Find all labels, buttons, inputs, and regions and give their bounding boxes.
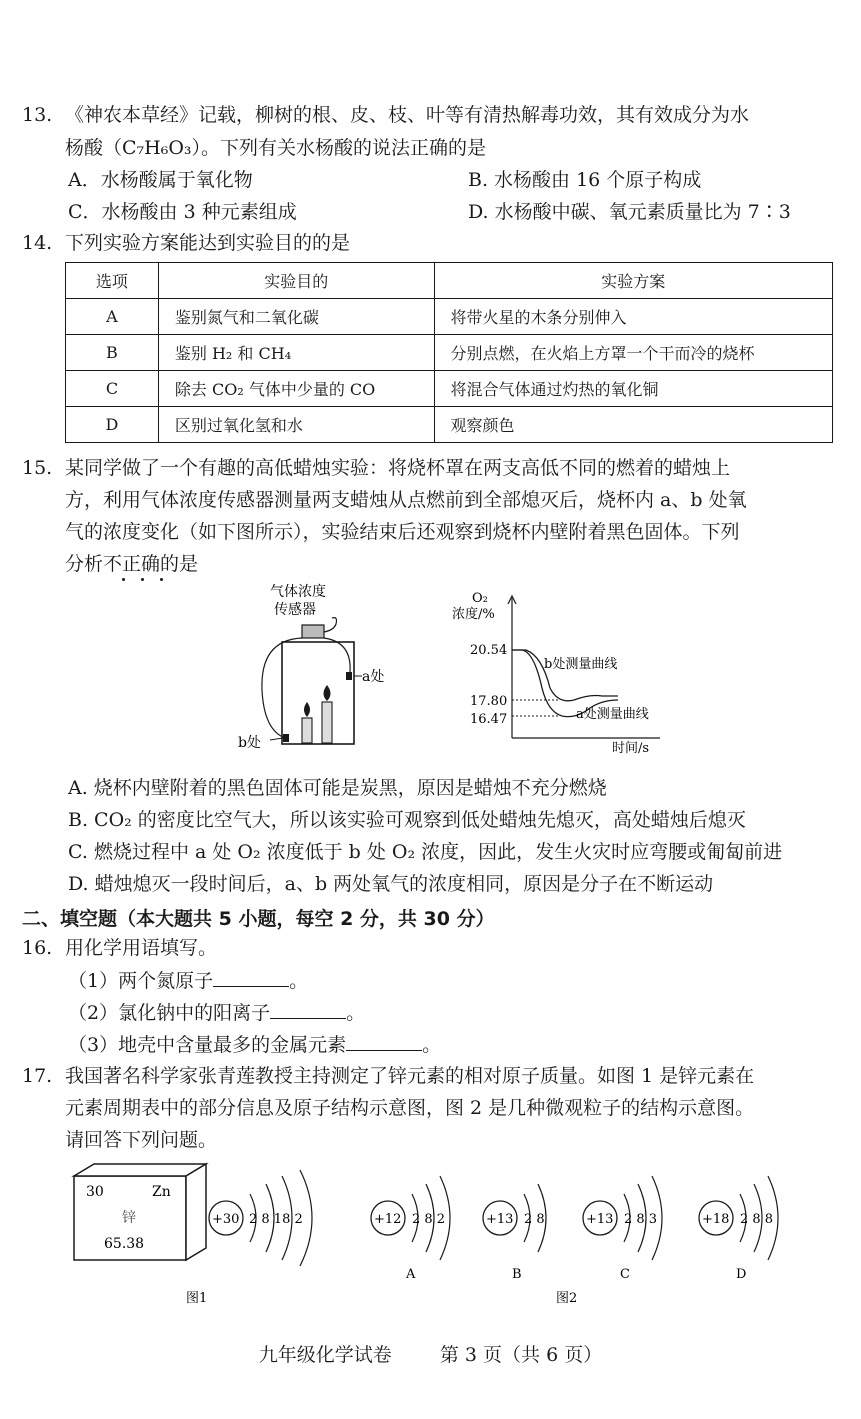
q13-number: 13. bbox=[22, 104, 53, 126]
q16-number: 16. bbox=[22, 937, 53, 959]
table-cell: D bbox=[66, 407, 159, 443]
electron-shells: 2 8 18 2 bbox=[249, 1212, 303, 1227]
footer-exam-title: 九年级化学试卷 bbox=[258, 1344, 392, 1366]
q17-stem-line1: 我国著名科学家张青莲教授主持测定了锌元素的相对原子质量。如图 1 是锌元素在 bbox=[65, 1065, 755, 1087]
candle-apparatus-figure bbox=[230, 580, 420, 755]
table-row bbox=[66, 407, 833, 443]
low-candle-flame bbox=[304, 702, 310, 717]
q16-item-1 bbox=[68, 968, 308, 993]
particle-label: D bbox=[736, 1267, 747, 1282]
table-row bbox=[66, 299, 833, 335]
q15-number: 15. bbox=[22, 457, 53, 479]
electron-shells: 2 8 2 bbox=[412, 1212, 446, 1227]
q13-option-d: D. 水杨酸中碳、氧元素质量比为 7∶3 bbox=[468, 201, 791, 223]
element-name: 锌 bbox=[122, 1210, 136, 1226]
q13-option-b: B. 水杨酸由 16 个原子构成 bbox=[468, 169, 702, 191]
q15-stem-line4: 分析不正确的是 bbox=[65, 553, 199, 575]
q15-stem-line2: 方，利用气体浓度传感器测量两支蜡烛从点燃前到全部熄灭后，烧杯内 a、b 处氧 bbox=[65, 489, 747, 511]
sensor-label-1: 气体浓度 bbox=[270, 584, 326, 600]
emphasis-dot bbox=[141, 578, 144, 581]
q17-number: 17. bbox=[22, 1065, 53, 1087]
beaker bbox=[282, 642, 354, 744]
nucleus-charge: +30 bbox=[212, 1212, 240, 1227]
table-cell: 除去 CO₂ 气体中少量的 CO bbox=[158, 371, 434, 407]
q16-item-1-end: 。 bbox=[289, 970, 309, 992]
q16-item-2 bbox=[68, 1000, 365, 1025]
a-curve-label: a处测量曲线 bbox=[576, 707, 649, 722]
b-position-label: b处 bbox=[238, 735, 261, 751]
section-2-title: 二、填空题（本大题共 5 小题，每空 2 分，共 30 分） bbox=[22, 908, 495, 930]
table-cell: 将混合气体通过灼热的氧化铜 bbox=[434, 371, 832, 407]
sensor-label-2: 传感器 bbox=[274, 602, 316, 618]
emphasis-dot bbox=[122, 578, 125, 581]
q16-item-1-label: （1）两个氮原子 bbox=[68, 970, 214, 992]
high-candle bbox=[322, 702, 332, 743]
sensor-box bbox=[302, 625, 324, 638]
a-position-label: a处 bbox=[362, 669, 385, 685]
nucleus-charge: +12 bbox=[374, 1212, 402, 1227]
answer-blank[interactable] bbox=[346, 1032, 422, 1051]
graph-tick-mid: 17.80 bbox=[470, 694, 508, 709]
q15-stem-line1: 某同学做了一个有趣的高低蜡烛实验：将烧杯罩在两支高低不同的燃着的蜡烛上 bbox=[65, 457, 731, 479]
atomic-structure-figures bbox=[60, 1160, 820, 1310]
table-cell: 观察颜色 bbox=[434, 407, 832, 443]
q13-option-a: A．水杨酸属于氧化物 bbox=[68, 169, 253, 191]
atomic-mass: 65.38 bbox=[104, 1236, 145, 1252]
q15-option-d: D. 蜡烛熄灭一段时间后，a、b 两处氧气的浓度相同，原因是分子在不断运动 bbox=[68, 873, 714, 895]
graph-y-title-2: 浓度/% bbox=[452, 607, 495, 622]
low-candle bbox=[302, 718, 312, 743]
particle-d-diagram bbox=[699, 1176, 778, 1282]
graph-tick-top: 20.54 bbox=[470, 643, 508, 658]
particle-label: B bbox=[512, 1267, 522, 1282]
graph-x-title: 时间/s bbox=[612, 741, 650, 756]
footer-page-number: 第 3 页（共 6 页） bbox=[439, 1344, 603, 1366]
particle-b-diagram bbox=[483, 1184, 546, 1282]
table-header-method: 实验方案 bbox=[434, 263, 832, 299]
electron-shells: 2 8 3 bbox=[624, 1212, 658, 1227]
graph-tick-low: 16.47 bbox=[470, 712, 508, 727]
page-footer bbox=[0, 1340, 861, 1367]
graph-y-title-1: O₂ bbox=[472, 591, 488, 606]
q15-option-c: C. 燃烧过程中 a 处 O₂ 浓度低于 b 处 O₂ 浓度，因此，发生火灾时应弯腰或匍匐前进 bbox=[68, 841, 783, 863]
particle-label: A bbox=[406, 1267, 416, 1282]
table-cell: 分别点燃，在火焰上方罩一个干而冷的烧杯 bbox=[434, 335, 832, 371]
zinc-element-card bbox=[74, 1164, 206, 1260]
q16-item-3-end: 。 bbox=[422, 1034, 442, 1056]
table-row bbox=[66, 335, 833, 371]
o2-concentration-graph bbox=[450, 588, 670, 758]
atomic-number: 30 bbox=[86, 1184, 104, 1200]
figure-2-caption: 图2 bbox=[556, 1291, 578, 1306]
electron-shells: 2 8 bbox=[524, 1212, 545, 1227]
table-row bbox=[66, 371, 833, 407]
table-cell: 将带火星的木条分别伸入 bbox=[434, 299, 832, 335]
q13-stem-line2: 杨酸（C₇H₆O₃）。下列有关水杨酸的说法正确的是 bbox=[65, 137, 487, 159]
q13-stem-line1: 《神农本草经》记载，柳树的根、皮、枝、叶等有清热解毒功效，其有效成分为水 bbox=[65, 104, 750, 126]
q14-stem: 下列实验方案能达到实验目的的是 bbox=[65, 232, 351, 254]
table-cell: C bbox=[66, 371, 159, 407]
nucleus-charge: +13 bbox=[486, 1212, 514, 1227]
table-cell: 鉴别 H₂ 和 CH₄ bbox=[158, 335, 434, 371]
table-cell: B bbox=[66, 335, 159, 371]
electron-shells: 2 8 8 bbox=[740, 1212, 774, 1227]
q15-stem-line3: 气的浓度变化（如下图所示），实验结束后还观察到烧杯内壁附着黑色固体。下列 bbox=[65, 521, 740, 543]
nucleus-charge: +18 bbox=[702, 1212, 730, 1227]
particle-a-diagram bbox=[371, 1176, 450, 1282]
q16-item-3-label: （3）地壳中含量最多的金属元素 bbox=[68, 1034, 347, 1056]
zinc-atom-diagram bbox=[209, 1170, 312, 1266]
q16-item-2-end: 。 bbox=[346, 1002, 366, 1024]
q17-stem-line2: 元素周期表中的部分信息及原子结构示意图，图 2 是几种微观粒子的结构示意图。 bbox=[65, 1097, 755, 1119]
q16-stem: 用化学用语填写。 bbox=[65, 937, 218, 959]
q13-option-c: C．水杨酸由 3 种元素组成 bbox=[68, 201, 297, 223]
high-candle-flame bbox=[324, 685, 331, 701]
q16-item-2-label: （2）氯化钠中的阳离子 bbox=[68, 1002, 271, 1024]
emphasis-dot bbox=[160, 578, 163, 581]
figure-1-caption: 图1 bbox=[186, 1291, 208, 1306]
q15-option-b: B. CO₂ 的密度比空气大，所以该实验可观察到低处蜡烛先熄灭，高处蜡烛后熄灭 bbox=[68, 809, 746, 831]
particle-label: C bbox=[620, 1267, 630, 1282]
q14-experiment-table bbox=[65, 262, 833, 443]
table-header-row bbox=[66, 263, 833, 299]
particle-c-diagram bbox=[583, 1176, 662, 1282]
q16-item-3 bbox=[68, 1032, 441, 1057]
q17-stem-line3: 请回答下列问题。 bbox=[65, 1129, 218, 1151]
table-cell: A bbox=[66, 299, 159, 335]
element-symbol: Zn bbox=[152, 1184, 171, 1200]
nucleus-charge: +13 bbox=[586, 1212, 614, 1227]
q15-option-a: A. 烧杯内壁附着的黑色固体可能是炭黑，原因是蜡烛不充分燃烧 bbox=[68, 777, 607, 799]
answer-blank[interactable] bbox=[213, 968, 289, 987]
table-header-option: 选项 bbox=[66, 263, 159, 299]
q14-number: 14. bbox=[22, 232, 53, 254]
table-cell: 区别过氧化氢和水 bbox=[158, 407, 434, 443]
table-cell: 鉴别氮气和二氧化碳 bbox=[158, 299, 434, 335]
b-curve-label: b处测量曲线 bbox=[544, 657, 618, 672]
answer-blank[interactable] bbox=[270, 1000, 346, 1019]
table-header-purpose: 实验目的 bbox=[158, 263, 434, 299]
